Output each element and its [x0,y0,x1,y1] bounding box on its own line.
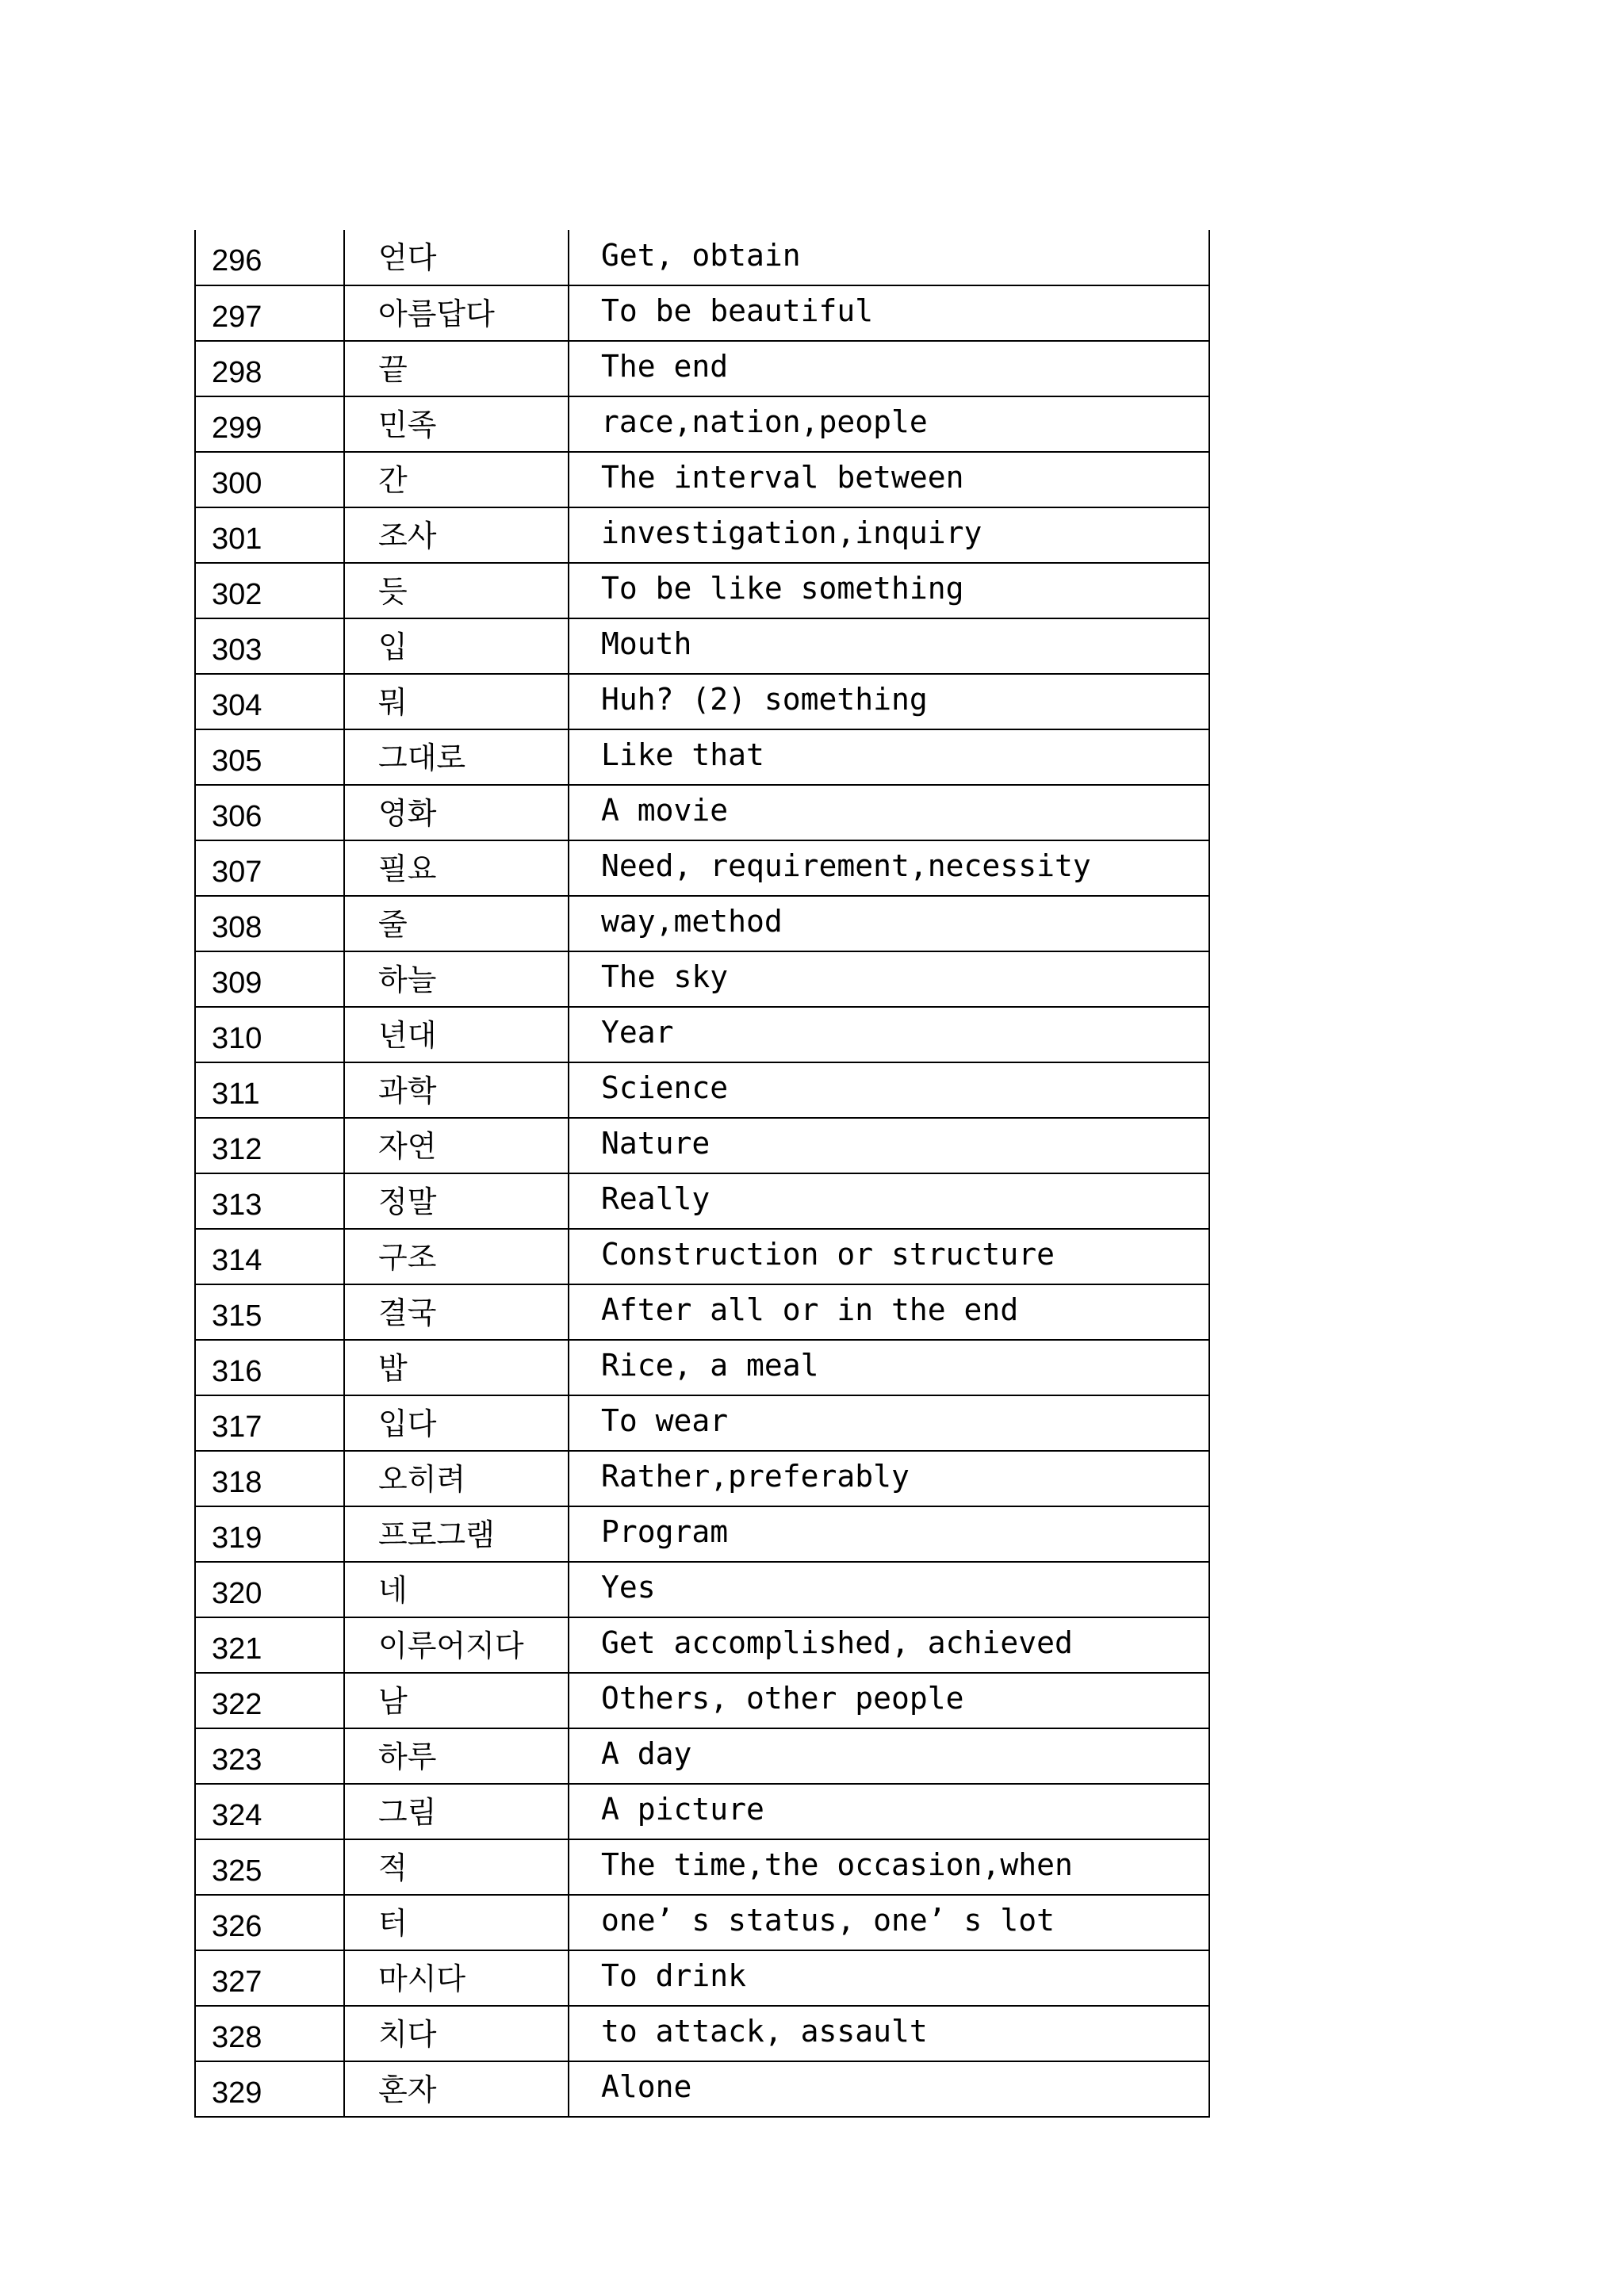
row-number: 304 [195,674,344,729]
row-number: 306 [195,785,344,840]
korean-word: 과학 [344,1062,569,1118]
table-row [195,1284,1209,1340]
row-number: 325 [195,1839,344,1895]
row-number: 316 [195,1340,344,1395]
english-meaning: Others, other people [569,1673,1209,1728]
row-number: 299 [195,396,344,452]
table-row [195,563,1209,618]
english-meaning: Construction or structure [569,1229,1209,1284]
english-meaning: Like that [569,729,1209,785]
english-meaning: investigation,inquiry [569,507,1209,563]
table-row [195,1562,1209,1617]
english-meaning: Program [569,1506,1209,1562]
english-meaning: to attack, assault [569,2006,1209,2061]
korean-word: 끝 [344,341,569,396]
row-number: 322 [195,1673,344,1728]
korean-word: 그림 [344,1784,569,1839]
table-row [195,785,1209,840]
korean-word: 하루 [344,1728,569,1784]
english-meaning: Huh? (2) something [569,674,1209,729]
korean-word: 치다 [344,2006,569,2061]
row-number: 326 [195,1895,344,1950]
vocabulary-table-body [195,230,1209,2117]
table-row [195,1340,1209,1395]
row-number: 317 [195,1395,344,1451]
english-meaning: To be beautiful [569,285,1209,341]
korean-word: 구조 [344,1229,569,1284]
table-row [195,1173,1209,1229]
korean-word: 결국 [344,1284,569,1340]
english-meaning: After all or in the end [569,1284,1209,1340]
english-meaning: Get, obtain [569,230,1209,285]
row-number: 323 [195,1728,344,1784]
table-row [195,1895,1209,1950]
row-number: 328 [195,2006,344,2061]
row-number: 329 [195,2061,344,2117]
table-row [195,1395,1209,1451]
row-number: 310 [195,1007,344,1062]
korean-word: 간 [344,452,569,507]
english-meaning: A day [569,1728,1209,1784]
korean-word: 그대로 [344,729,569,785]
korean-word: 혼자 [344,2061,569,2117]
table-row [195,896,1209,951]
row-number: 319 [195,1506,344,1562]
table-row [195,951,1209,1007]
row-number: 297 [195,285,344,341]
row-number: 309 [195,951,344,1007]
table-row [195,729,1209,785]
table-row [195,285,1209,341]
korean-word: 얻다 [344,230,569,285]
english-meaning: To be like something [569,563,1209,618]
korean-word: 조사 [344,507,569,563]
table-row [195,1839,1209,1895]
english-meaning: Need, requirement,necessity [569,840,1209,896]
row-number: 303 [195,618,344,674]
row-number: 302 [195,563,344,618]
korean-word: 이루어지다 [344,1617,569,1673]
table-row [195,2006,1209,2061]
korean-word: 정말 [344,1173,569,1229]
table-row [195,507,1209,563]
row-number: 313 [195,1173,344,1229]
korean-word: 년대 [344,1007,569,1062]
english-meaning: Alone [569,2061,1209,2117]
table-row [195,396,1209,452]
korean-word: 듯 [344,563,569,618]
table-row [195,1950,1209,2006]
english-meaning: Get accomplished, achieved [569,1617,1209,1673]
table-row [195,1451,1209,1506]
english-meaning: The sky [569,951,1209,1007]
table-row [195,2061,1209,2117]
row-number: 298 [195,341,344,396]
english-meaning: Science [569,1062,1209,1118]
korean-word: 네 [344,1562,569,1617]
english-meaning: Rather,preferably [569,1451,1209,1506]
row-number: 321 [195,1617,344,1673]
korean-word: 마시다 [344,1950,569,2006]
table-row [195,1506,1209,1562]
table-row [195,341,1209,396]
row-number: 296 [195,230,344,285]
row-number: 318 [195,1451,344,1506]
korean-word: 입다 [344,1395,569,1451]
row-number: 300 [195,452,344,507]
korean-word: 적 [344,1839,569,1895]
english-meaning: one’ s status, one’ s lot [569,1895,1209,1950]
korean-word: 민족 [344,396,569,452]
korean-word: 자연 [344,1118,569,1173]
english-meaning: The end [569,341,1209,396]
row-number: 314 [195,1229,344,1284]
english-meaning: Really [569,1173,1209,1229]
table-row [195,1617,1209,1673]
row-number: 320 [195,1562,344,1617]
english-meaning: A movie [569,785,1209,840]
row-number: 307 [195,840,344,896]
english-meaning: A picture [569,1784,1209,1839]
korean-word: 오히려 [344,1451,569,1506]
korean-word: 입 [344,618,569,674]
english-meaning: Year [569,1007,1209,1062]
row-number: 312 [195,1118,344,1173]
table-row [195,1728,1209,1784]
english-meaning: Mouth [569,618,1209,674]
korean-word: 아름답다 [344,285,569,341]
korean-word: 터 [344,1895,569,1950]
row-number: 311 [195,1062,344,1118]
english-meaning: The time,the occasion,when [569,1839,1209,1895]
korean-word: 하늘 [344,951,569,1007]
english-meaning: way,method [569,896,1209,951]
row-number: 301 [195,507,344,563]
korean-word: 프로그램 [344,1506,569,1562]
row-number: 305 [195,729,344,785]
table-row [195,452,1209,507]
english-meaning: The interval between [569,452,1209,507]
table-row [195,1784,1209,1839]
table-row [195,1229,1209,1284]
table-row [195,230,1209,285]
vocabulary-table [194,230,1210,2118]
english-meaning: race,nation,people [569,396,1209,452]
row-number: 315 [195,1284,344,1340]
english-meaning: Yes [569,1562,1209,1617]
english-meaning: Rice, a meal [569,1340,1209,1395]
korean-word: 필요 [344,840,569,896]
table-row [195,840,1209,896]
table-row [195,1673,1209,1728]
table-row [195,1007,1209,1062]
table-row [195,674,1209,729]
korean-word: 밥 [344,1340,569,1395]
row-number: 308 [195,896,344,951]
table-row [195,1062,1209,1118]
korean-word: 남 [344,1673,569,1728]
korean-word: 뭐 [344,674,569,729]
row-number: 324 [195,1784,344,1839]
korean-word: 줄 [344,896,569,951]
english-meaning: To drink [569,1950,1209,2006]
table-row [195,618,1209,674]
table-row [195,1118,1209,1173]
english-meaning: To wear [569,1395,1209,1451]
row-number: 327 [195,1950,344,2006]
english-meaning: Nature [569,1118,1209,1173]
korean-word: 영화 [344,785,569,840]
